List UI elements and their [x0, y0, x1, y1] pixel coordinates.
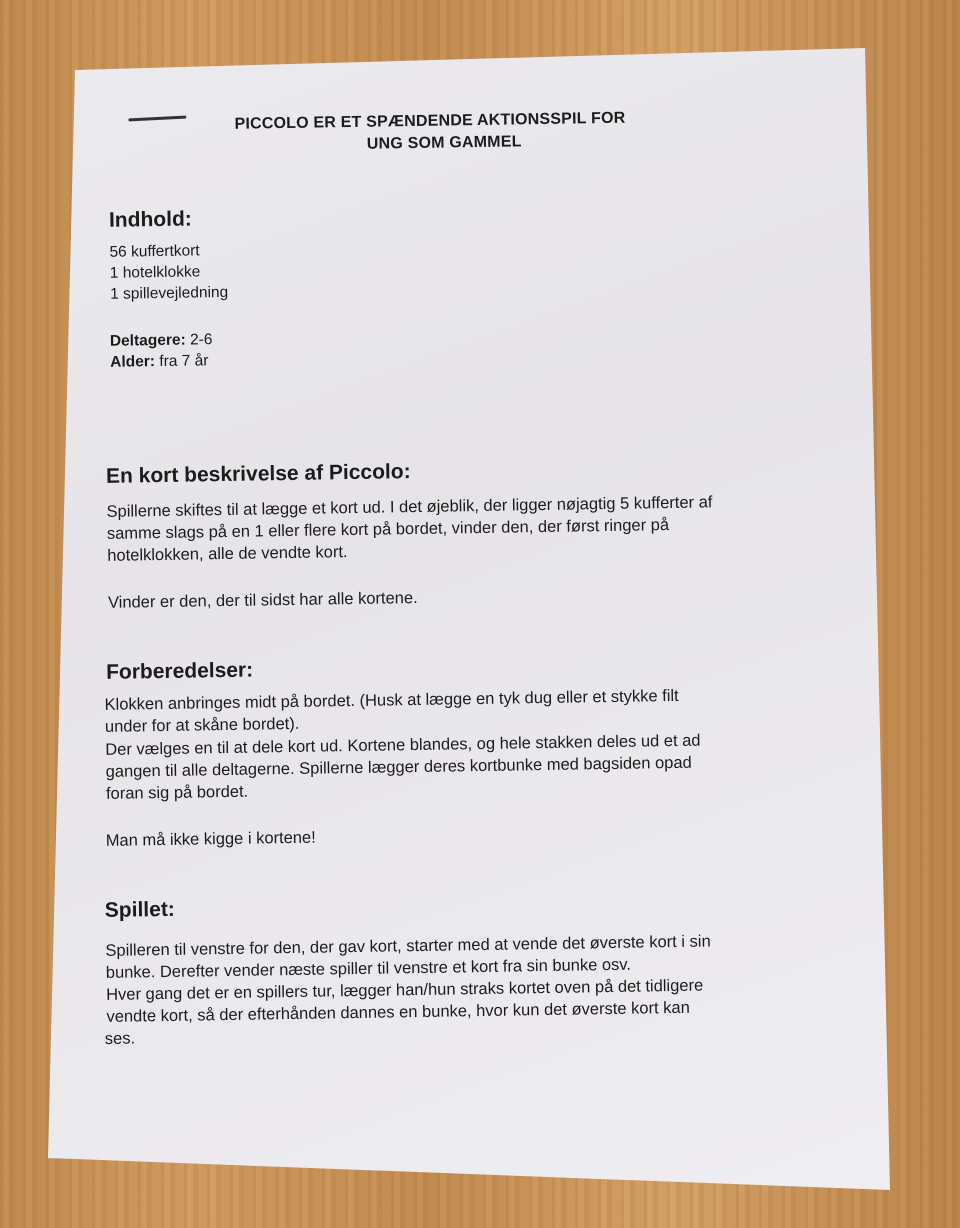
preparation-line: under for at skåne bordet).: [104, 714, 300, 736]
preparation-line: Klokken anbringes midt på bordet. (Husk at lægge en tyk dug eller et stykke filt: [104, 686, 679, 714]
preparation-heading: Forberedelser:: [105, 658, 254, 684]
players-value: 2-6: [189, 331, 213, 349]
players-line: [110, 331, 213, 351]
winner-line: Vinder er den, der til sidst har alle kortene.: [107, 588, 418, 612]
age-line: [110, 352, 208, 372]
game-line: Spilleren til venstre for den, der gav kort, starter med at vende det øverste kort i sin: [105, 932, 711, 960]
game-line: bunke. Derefter vender næste spiller til venstre et kort fra sin bunke osv.: [105, 955, 632, 982]
contents-heading: Indhold:: [108, 207, 192, 232]
preparation-note: Man må ikke kigge i kortene!: [105, 828, 316, 850]
description-heading: En kort beskrivelse af Piccolo:: [105, 460, 411, 488]
contents-item: 1 spillevejledning: [110, 283, 229, 303]
age-label: Alder:: [110, 353, 156, 371]
description-line: Spillerne skiftes til at lægge et kort ud. I det øjeblik, der ligger nøjagtig 5 kufferter af: [106, 493, 713, 521]
game-line: ses.: [104, 1029, 136, 1048]
game-line: Hver gang det er en spillers tur, lægger han/hun straks kortet oven på det tidligere: [106, 976, 704, 1004]
description-line: hotelklokken, alle de vendte kort.: [107, 543, 348, 565]
title-line-2: UNG SOM GAMMEL: [366, 133, 522, 153]
contents-item: 1 hotelklokke: [109, 263, 201, 282]
age-value: fra 7 år: [159, 352, 209, 371]
preparation-line: foran sig på bordet.: [105, 782, 249, 803]
game-line: vendte kort, så der efterhånden dannes en bunke, hvor kun det øverste kort kan: [106, 998, 690, 1026]
description-line: samme slags på en 1 eller flere kort på bordet, vinder den, der først ringer på: [106, 516, 670, 543]
pen-mark: [128, 116, 186, 122]
title-line-1: PICCOLO ER ET SPÆNDENDE AKTIONSSPIL FOR: [234, 109, 626, 133]
players-label: Deltagere:: [109, 331, 186, 350]
contents-item: 56 kuffertkort: [109, 242, 200, 261]
preparation-line: Der vælges en til at dele kort ud. Kortene blandes, og hele stakken deles ud et ad: [105, 731, 701, 759]
game-heading: Spillet:: [104, 897, 176, 922]
preparation-line: gangen til alle deltagerne. Spillerne lægger deres kortbunke med bagsiden opad: [105, 753, 692, 781]
